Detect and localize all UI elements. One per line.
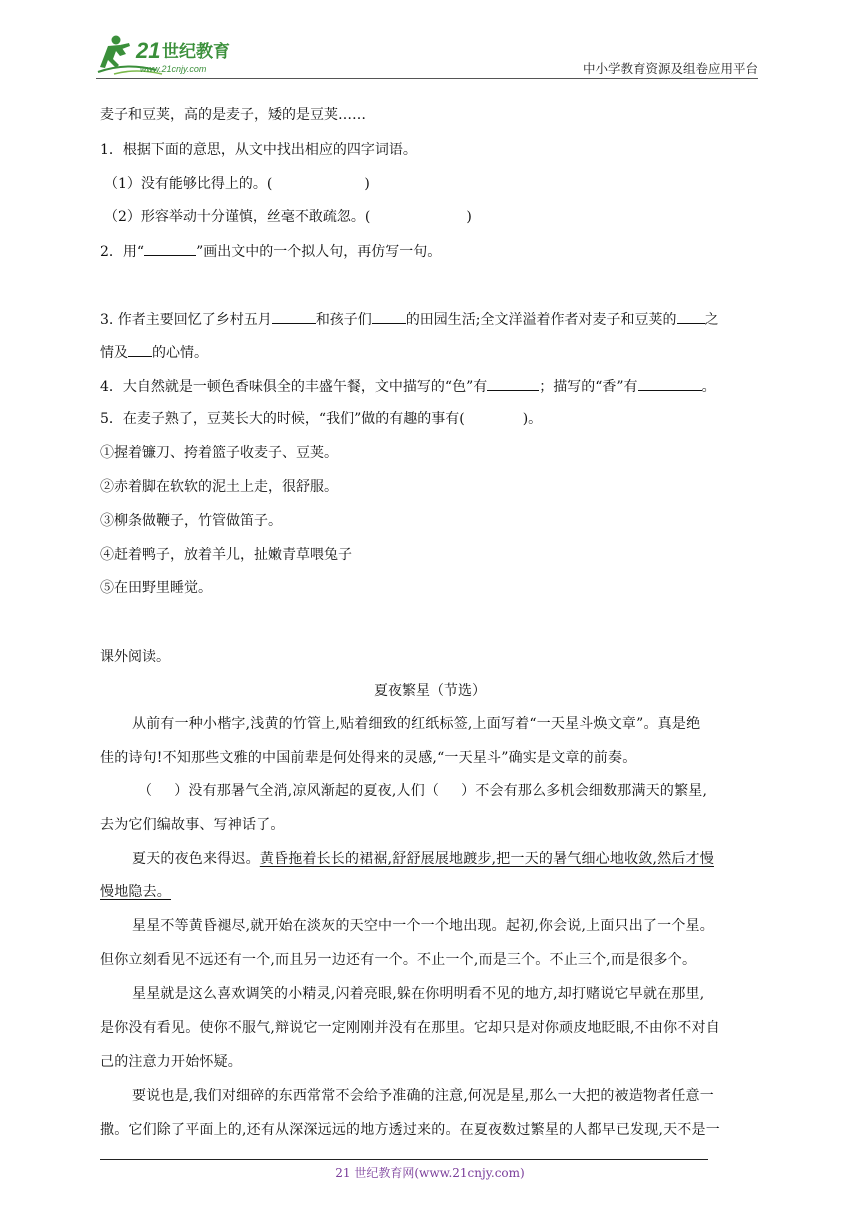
question-1-part-1 [104,174,370,194]
answer-blank[interactable] [272,309,316,324]
svg-text:21: 21 [136,38,161,63]
q1-1-close: ) [364,176,370,192]
option-2: ②赤着脚在软软的泥土上走，很舒服。 [100,479,338,495]
header-divider [96,78,758,79]
paragraph-6-line-1: 要说也是,我们对细碎的东西常常不会给予准确的注意,何况是星,那么一大把的被造物者任意一 [132,1088,714,1104]
question-5: 5．在麦子熟了，豆荚长大的时候，“我们”做的有趣的事有( )。 [100,411,543,427]
paragraph-3-line-1: 夏天的夜色来得迟。黄昏拖着长长的裙裾,舒舒展展地踱步,把一天的暑气细心地收敛,然后才慢 [132,851,714,867]
question-1-part-2 [104,207,472,227]
svg-text:www.21cnjy.com: www.21cnjy.com [140,64,207,74]
q1-1-text: （1）没有能够比得上的。( [104,176,273,192]
paragraph-6-line-2: 撒。它们除了平面上的,还有从深深远远的地方透过来的。在夏夜数过繁星的人都早已发现,天不是一 [100,1122,720,1138]
question-1: 1．根据下面的意思，从文中找出相应的四字词语。 [100,142,417,158]
footer-divider [100,1159,708,1160]
section-heading: 课外阅读。 [100,649,170,665]
answer-blank[interactable] [677,309,705,324]
underline-mark [144,241,196,256]
option-5: ⑤在田野里睡觉。 [100,580,212,596]
paragraph-1-line-1: 从前有一种小楷字,浅黄的竹管上,贴着细致的红纸标签,上面写着“一天星斗焕文章”。真是绝 [132,716,701,732]
paragraph-2-line-2: 去为它们编故事、写神话了。 [100,817,285,833]
option-1: ①握着镰刀、挎着篮子收麦子、豆荚。 [100,445,338,461]
paragraph-5-line-2: 是你没有看见。使你不服气,辩说它一定刚刚并没有在那里。它却只是对你顽皮地眨眼,不由你不对自 [100,1020,720,1036]
question-3-line-1: 3. 作者主要回忆了乡村五月 和孩子们 的田园生活;全文洋溢着作者对麦子和豆荚的 之 [100,309,719,330]
q1-2-text: （2）形容举动十分谨慎，丝毫不敢疏忽。( [104,209,371,225]
paragraph-2-line-1: （ ）没有那暑气全消,凉风渐起的夏夜,人们（ ）不会有那么多机会细数那满天的繁星, [138,783,708,799]
paragraph-5-line-3: 己的注意力开始怀疑。 [100,1054,242,1070]
answer-blank[interactable] [372,309,406,324]
footer-link[interactable]: 21 世纪教育网(www.21cnjy.com) [335,1166,525,1180]
passage-tail: 麦子和豆荚，高的是麦子，矮的是豆荚…… [100,107,366,123]
paragraph-1-line-2: 佳的诗句!不知那些文雅的中国前辈是何处得来的灵感,“一天星斗”确实是文章的前奏。 [100,750,637,766]
underlined-sentence-end: 慢地隐去。 [100,884,171,900]
paragraph-4-line-2: 但你立刻看见不远还有一个,而且另一边还有一个。不止一个,而是三个。不止三个,而是很多个。 [100,952,697,968]
question-2: 2．用“ ”画出文中的一个拟人句，再仿写一句。 [100,241,441,262]
paragraph-4-line-1: 星星不等黄昏褪尽,就开始在淡灰的天空中一个一个地出现。起初,你会说,上面只出了一个星。 [132,918,714,934]
option-3: ③柳条做鞭子，竹管做笛子。 [100,513,282,529]
answer-blank[interactable] [638,376,702,391]
page-header [96,28,758,82]
question-3-line-2: 情及 的心情。 [100,342,208,363]
option-4: ④赶着鸭子，放着羊儿，扯嫩青草喂兔子 [100,547,352,563]
q1-2-close: ) [466,209,472,225]
paragraph-5-line-1: 星星就是这么喜欢调笑的小精灵,闪着亮眼,躲在你明明看不见的地方,却打赌说它早就在那里, [132,986,705,1002]
question-4: 4．大自然就是一顿色香味俱全的丰盛午餐，文中描写的“色”有 ；描写的“香”有 。 [100,376,716,397]
passage-title: 夏夜繁星（节选） [374,683,486,699]
answer-blank[interactable] [487,376,539,391]
platform-name: 中小学教育资源及组卷应用平台 [582,61,758,76]
paragraph-3-line-2 [100,882,171,902]
site-logo [96,32,266,78]
answer-blank[interactable] [128,342,152,357]
underlined-sentence: 黄昏拖着长长的裙裾,舒舒展展地踱步,把一天的暑气细心地收敛,然后才慢 [259,851,714,867]
svg-text:世纪教育: 世纪教育 [162,42,230,62]
